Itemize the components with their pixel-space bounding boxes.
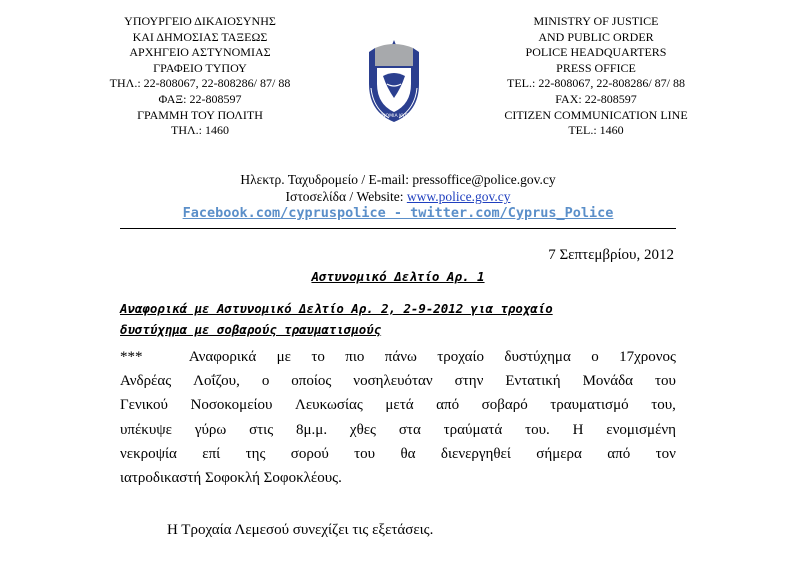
header-greek-line: ΚΑΙ ΔΗΜΟΣΙΑΣ ΤΑΞΕΩΣ xyxy=(132,29,268,44)
paragraph-line: ιατροδικαστή Σοφοκλή Σοφοκλέους. xyxy=(120,470,342,487)
word: σορού xyxy=(290,445,329,462)
header-english-line: POLICE HEADQUARTERS xyxy=(525,45,667,60)
word: το xyxy=(311,349,325,365)
header-greek-line: ΤΗΛ.: 22-808067, 22-808286/ 87/ 88 xyxy=(109,76,291,91)
header-english-line: FAX: 22-808597 xyxy=(555,91,637,106)
word: στα xyxy=(398,421,421,438)
body-paragraph-2: Η Τροχαία Λεμεσού συνεχίζει τις εξετάσεις. xyxy=(167,522,434,538)
word: ενομισμένη xyxy=(606,421,676,438)
header-greek-line: ΤΗΛ.: 1460 xyxy=(170,123,230,138)
word: του xyxy=(654,373,676,390)
header-english-line: MINISTRY OF JUSTICE xyxy=(533,14,659,28)
header-english-line: TEL.: 22-808067, 22-808286/ 87/ 88 xyxy=(507,76,685,91)
word: υπέκυψε xyxy=(120,421,172,438)
word: οποίος xyxy=(291,373,332,390)
word: διενεργηθεί xyxy=(440,445,511,462)
social-links[interactable]: Facebook.com/cypruspolice - twitter.com/Cyprus_Police xyxy=(182,205,614,221)
paragraph-line xyxy=(120,369,676,393)
header-greek-line: ΦΑΞ: 22-808597 xyxy=(158,91,242,106)
word: νεκροψία xyxy=(120,445,177,462)
word: ο xyxy=(261,373,270,390)
header-english-line: CITIZEN COMMUNICATION LINE xyxy=(504,107,688,122)
word: 8μ.μ. xyxy=(295,421,328,438)
word: Εντατική xyxy=(505,373,561,390)
crest-text: ΑΣΤΥΝΟΜΙΑ ΚΥΠΡΟΥ xyxy=(370,114,418,119)
paragraph-line xyxy=(120,442,676,466)
subject-line: Αναφορικά με Αστυνομικό Δελτίο Αρ. 2, 2-9-2012 για τροχαίο xyxy=(120,301,553,316)
paragraph-line xyxy=(120,418,676,442)
bulletin-subject xyxy=(120,298,676,340)
word: θα xyxy=(400,445,416,462)
word: με xyxy=(276,349,291,365)
word: δυστύχημα xyxy=(504,349,571,365)
paragraph-marker: *** xyxy=(120,349,143,365)
subject-line: δυστύχημα με σοβαρούς τραυματισμούς xyxy=(120,322,382,337)
header-greek xyxy=(80,14,320,139)
header-greek-line: ΓΡΑΦΕΙΟ ΤΥΠΟΥ xyxy=(153,60,247,75)
word: στις xyxy=(249,421,274,438)
word: τραυματισμό xyxy=(550,397,629,414)
word: γύρω xyxy=(194,421,227,438)
word: από xyxy=(607,445,631,462)
word: τον xyxy=(655,445,676,462)
word: επί xyxy=(202,445,221,462)
word: από xyxy=(436,397,460,414)
word: Γενικού xyxy=(120,397,168,414)
word: σοβαρό xyxy=(481,397,528,414)
word: ο xyxy=(591,349,599,365)
header-english-line: AND PUBLIC ORDER xyxy=(538,29,654,44)
website-line xyxy=(160,189,636,205)
bulletin-title: Αστυνομικό Δελτίο Αρ. 1 xyxy=(311,269,485,284)
word: Μονάδα xyxy=(582,373,633,390)
word: Λευκωσίας xyxy=(295,397,363,414)
word: του, xyxy=(651,397,676,414)
document-date: 7 Σεπτεμβρίου, 2012 xyxy=(548,247,674,263)
word: του. xyxy=(525,421,550,438)
word: 17χρονος xyxy=(619,349,676,365)
word: Λοΐζου, xyxy=(193,373,240,390)
header-greek-line: ΓΡΑΜΜΗ ΤΟΥ ΠΟΛΙΤΗ xyxy=(137,107,263,122)
paragraph-line xyxy=(120,345,676,369)
word: χθες xyxy=(349,421,376,438)
header-greek-line: ΑΡΧΗΓΕΙΟ ΑΣΤΥΝΟΜΙΑΣ xyxy=(129,45,271,60)
word: μετά xyxy=(385,397,414,414)
word: νοσηλευόταν xyxy=(353,373,433,390)
website-link[interactable]: www.police.gov.cy xyxy=(406,189,511,204)
header-english xyxy=(476,14,716,139)
header-divider xyxy=(120,228,676,229)
word: τραύματά xyxy=(443,421,503,438)
word: Ανδρέας xyxy=(120,373,172,390)
word: Η xyxy=(572,421,584,438)
website-label: Ιστοσελίδα / Website: xyxy=(285,189,407,204)
word: της xyxy=(245,445,266,462)
body-paragraph xyxy=(120,345,676,490)
word: του xyxy=(354,445,376,462)
word: στην xyxy=(454,373,484,390)
paragraph-line xyxy=(120,393,676,417)
word: Αναφορικά xyxy=(188,349,257,365)
word: σήμερα xyxy=(536,445,582,462)
word: Νοσοκομείου xyxy=(190,397,273,414)
cyprus-police-crest-icon xyxy=(365,38,423,126)
header-english-line: TEL.: 1460 xyxy=(568,123,624,138)
word: πάνω xyxy=(384,349,417,365)
word: πιο xyxy=(345,349,365,365)
email-line: Ηλεκτρ. Ταχυδρομείο / E-mail: pressoffice@police.gov.cy xyxy=(240,172,556,187)
word: τροχαίο xyxy=(437,349,484,365)
header-english-line: PRESS OFFICE xyxy=(556,60,636,75)
header-greek-line: ΥΠΟΥΡΓΕΙΟ ΔΙΚΑΙΟΣΥΝΗΣ xyxy=(124,14,276,28)
